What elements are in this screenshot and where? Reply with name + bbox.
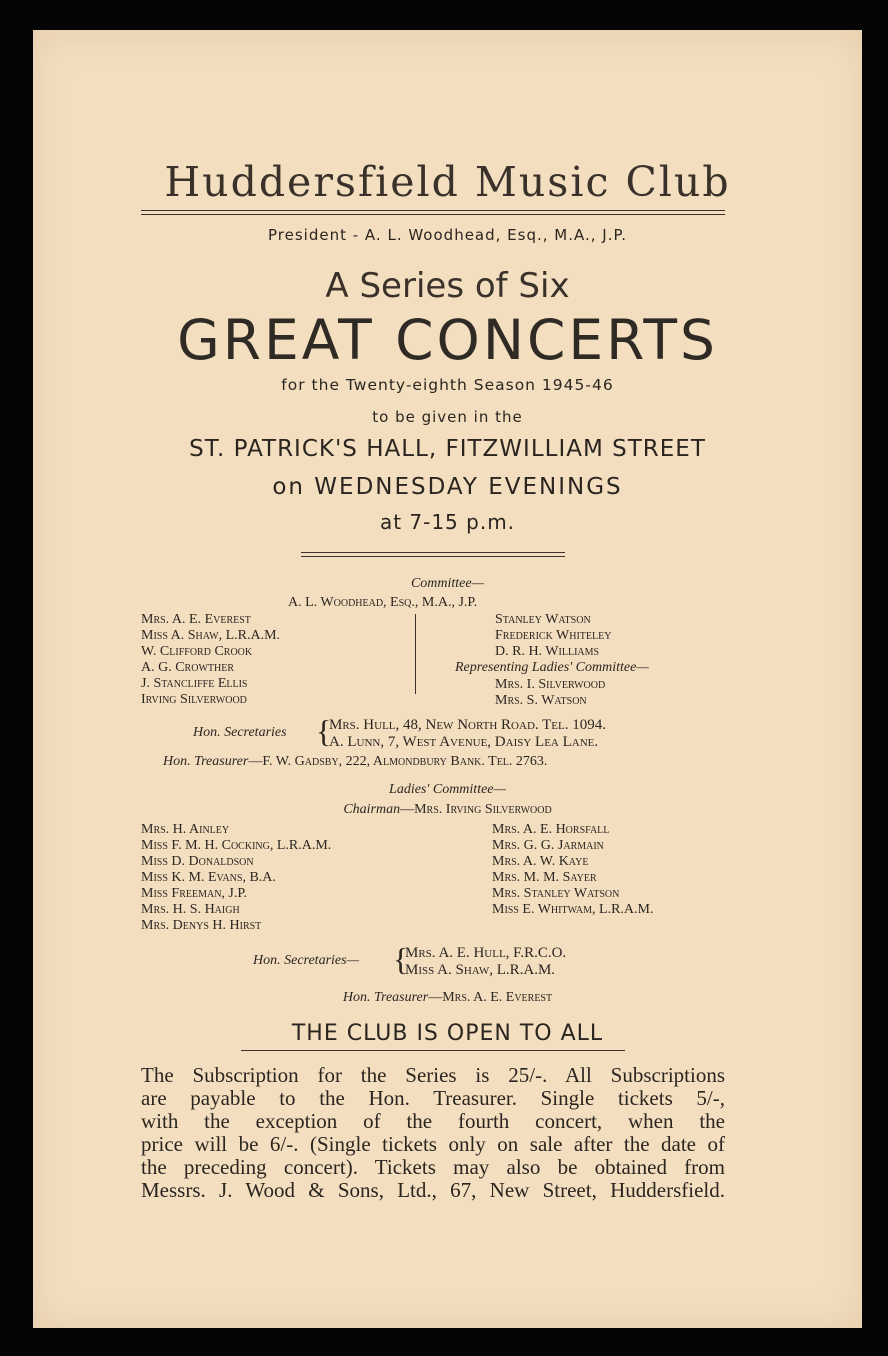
committee-member: Miss A. Shaw, L.R.A.M. [141, 628, 281, 643]
ladies-member: Mrs. H. S. Haigh [141, 902, 240, 917]
treasurer-name: F. W. Gadsby, 222, Almondbury Bank. Tel. 2763. [262, 754, 548, 769]
committee-member: Mrs. S. Watson [495, 693, 587, 708]
paragraph-line: price will be 6/-. (Single tickets only on sale after the date of [141, 1132, 725, 1156]
given-line: to be given in the [372, 408, 523, 426]
hon-secretaries-label: Hon. Secretaries [193, 725, 287, 740]
time-line: at 7-15 p.m. [379, 510, 516, 534]
chairman-name: Mrs. Irving Silverwood [414, 802, 552, 817]
section-rule-1 [301, 552, 565, 553]
treasurer-dash: — [248, 754, 263, 769]
ladies-right-list [492, 822, 653, 918]
open-underline [241, 1050, 625, 1051]
chairman-dash: — [400, 802, 415, 817]
ladies-member: Miss K. M. Evans, B.A. [141, 870, 276, 885]
committee-heading: Committee— [410, 576, 485, 591]
ladies-member: Mrs. A. E. Horsfall [492, 822, 610, 837]
committee-right-list [495, 612, 611, 660]
series-heading: A Series of Six [325, 266, 570, 306]
subscription-paragraph [141, 1064, 725, 1202]
representing-label: Representing Ladies' Committee— [455, 660, 649, 675]
ladies-member: Mrs. Denys H. Hirst [141, 918, 262, 933]
ladies-member: Miss F. M. H. Cocking, L.R.A.M. [141, 838, 332, 853]
paragraph-line: with the exception of the fourth concert, when the [141, 1109, 725, 1133]
title-rule-top [141, 210, 725, 211]
paragraph-line: The Subscription for the Series is 25/-. All Subscriptions [141, 1063, 725, 1087]
season-line: for the Twenty-eighth Season 1945-46 [281, 376, 614, 394]
committee-member: Irving Silverwood [141, 692, 247, 707]
committee-member: Stanley Watson [495, 612, 591, 627]
chairman-label: Chairman [343, 802, 401, 817]
secretaries-brace: { [316, 713, 332, 749]
committee-member: Frederick Whiteley [495, 628, 612, 643]
title-rule-bottom [141, 214, 725, 215]
paragraph-line: Messrs. J. Wood & Sons, Ltd., 67, New Street, Huddersfield. [141, 1178, 725, 1202]
ladies-member: Mrs. Stanley Watson [492, 886, 620, 901]
leaflet-page [33, 30, 862, 1328]
ladies-secretaries-label-text: Hon. Secretaries [253, 953, 347, 968]
venue-line: ST. PATRICK'S HALL, FITZWILLIAM STREET [189, 436, 706, 462]
ladies-treasurer-dash: — [428, 990, 443, 1005]
hon-treasurer-line [163, 754, 547, 770]
ladies-member: Mrs. A. W. Kaye [492, 854, 589, 869]
club-title: Huddersfield Music Club [164, 158, 731, 206]
secretary-entry: Mrs. Hull, 48, New North Road. Tel. 1094. [329, 717, 606, 733]
committee-member: W. Clifford Crook [141, 644, 253, 659]
ladies-left-list [141, 822, 331, 934]
ladies-treasurer-line [33, 990, 862, 1006]
committee-member: D. R. H. Williams [495, 644, 600, 659]
open-to-all-heading: THE CLUB IS OPEN TO ALL [291, 1021, 604, 1046]
committee-member: Mrs. A. E. Everest [141, 612, 251, 627]
section-rule-2 [301, 556, 565, 557]
ladies-secretaries-brace: { [393, 941, 409, 977]
ladies-treasurer-label: Hon. Treasurer [342, 990, 429, 1005]
ladies-member: Mrs. G. G. Jarmain [492, 838, 604, 853]
committee-chair: A. L. Woodhead, Esq., M.A., J.P. [288, 595, 478, 610]
president-line: President - A. L. Woodhead, Esq., M.A., J.P. [268, 226, 627, 244]
committee-divider [415, 614, 416, 694]
committee-left-list [141, 612, 280, 708]
hon-secretaries-list [329, 717, 606, 751]
ladies-committee-heading: Ladies' Committee— [389, 782, 506, 797]
committee-member: A. G. Crowther [141, 660, 234, 675]
secretary-entry: Miss A. Shaw, L.R.A.M. [405, 962, 556, 978]
paragraph-line: are payable to the Hon. Treasurer. Single tickets 5/-, [141, 1086, 725, 1110]
ladies-treasurer-name: Mrs. A. E. Everest [442, 990, 553, 1005]
ladies-member: Miss D. Donaldson [141, 854, 254, 869]
ladies-chairman-line [33, 802, 862, 818]
committee-member: J. Stancliffe Ellis [141, 676, 248, 691]
day-line: on WEDNESDAY EVENINGS [272, 474, 623, 500]
ladies-member: Miss E. Whitwam, L.R.A.M. [492, 902, 654, 917]
concerts-headline: GREAT CONCERTS [177, 308, 718, 372]
ladies-member: Miss Freeman, J.P. [141, 886, 248, 901]
ladies-member: Mrs. H. Ainley [141, 822, 230, 837]
secretary-entry: A. Lunn, 7, West Avenue, Daisy Lea Lane. [329, 734, 599, 750]
paragraph-line: the preceding concert). Tickets may also be obtained from [141, 1155, 725, 1179]
ladies-member: Mrs. M. M. Sayer [492, 870, 597, 885]
ladies-secretaries-label [253, 953, 359, 969]
ladies-secretaries-dash: — [346, 953, 360, 968]
treasurer-label: Hon. Treasurer [163, 754, 249, 769]
committee-member: Mrs. I. Silverwood [495, 677, 606, 692]
ladies-secretaries-list [405, 945, 566, 979]
ladies-reps-list [495, 677, 605, 709]
secretary-entry: Mrs. A. E. Hull, F.R.C.O. [405, 945, 567, 961]
